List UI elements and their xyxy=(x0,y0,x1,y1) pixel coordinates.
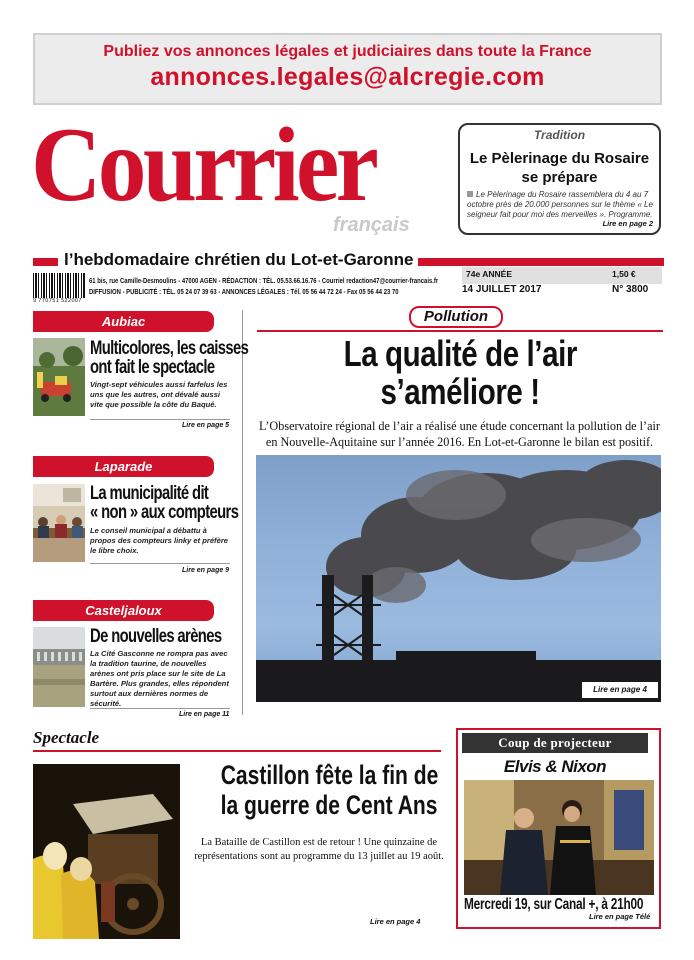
spectacle-headline[interactable]: Castillon fête la fin de la guerre de Cent Ans xyxy=(220,760,439,820)
laparade-photo[interactable] xyxy=(33,484,85,562)
casteljaloux-divider xyxy=(90,708,230,709)
laparade-title[interactable]: La municipalité dit « non » aux compteurs xyxy=(90,483,239,523)
laparade-read-more[interactable]: Lire en page 9 xyxy=(182,567,230,574)
laparade-body: Le conseil municipal a débattu à propos des compteurs linky et préfère le libre choix. xyxy=(90,526,228,555)
issue-price: 1,50 € xyxy=(612,269,636,279)
tradition-read-more[interactable]: Lire en page 2 xyxy=(602,219,653,228)
tv-spotlight-read-more[interactable]: Lire en page Télé xyxy=(589,912,651,921)
tv-spotlight-header: Coup de projecteur xyxy=(462,733,648,753)
aubiac-divider xyxy=(90,419,230,420)
tradition-kicker: Tradition xyxy=(533,128,586,142)
tagline-divider-left xyxy=(33,258,58,266)
banner-email-link[interactable]: annonces.legales@alcregie.com xyxy=(150,63,545,91)
barcode xyxy=(33,273,85,298)
spectacle-rule xyxy=(33,750,441,752)
tagline-divider-right xyxy=(418,258,664,266)
tradition-body xyxy=(467,190,659,220)
aubiac-body: Vingt-sept véhicules aussi farfelus les uns que les autres, ont dévalé aussi vite que possible la côte du Baqué. xyxy=(90,380,228,409)
legal-ads-banner[interactable] xyxy=(33,33,662,105)
casteljaloux-photo[interactable] xyxy=(33,627,85,707)
newspaper-logo: Courrier xyxy=(31,106,376,223)
pollution-read-more[interactable]: Lire en page 4 xyxy=(582,682,658,698)
spectacle-photo[interactable] xyxy=(33,764,180,939)
pollution-lead-text: L’Observatoire régional de l’air a réalisé une étude concernant la pollution de l’air en Nouvelle-Aquitaine sur l’année 2016. En Lot-et-Garonne le bilan est positif. xyxy=(259,419,660,449)
tradition-body-text: Le Pèlerinage du Rosaire rassemblera du 4 au 7 octobre près de 20.000 personnes sur le thème « Le seigneur fait pour moi des merveilles ». Programme. xyxy=(467,190,653,219)
elvis-nixon-photo[interactable] xyxy=(464,780,654,895)
tv-spotlight-title[interactable]: Elvis & Nixon xyxy=(503,757,607,776)
laparade-divider xyxy=(90,563,230,564)
address-line2: DIFFUSION - PUBLICITÉ : TÉL. 05 24 07 39 63 - ANNONCES LÉGALES : Tél. 05 56 44 72 24 - Fax 05 56 44 23 70 xyxy=(89,287,399,296)
section-tab-aubiac[interactable]: Aubiac xyxy=(33,311,214,332)
pollution-headline[interactable]: La qualité de l’air s’améliore ! xyxy=(343,333,577,412)
aubiac-title[interactable]: Multicolores, les caisses ont fait le spectacle xyxy=(90,338,249,378)
tv-spotlight-caption: Mercredi 19, sur Canal +, à 21h00 xyxy=(464,896,644,913)
tagline: l’hebdomadaire chrétien du Lot-et-Garonne xyxy=(64,250,414,269)
pollution-photo[interactable] xyxy=(256,455,661,702)
pollution-rule xyxy=(257,330,663,332)
aubiac-photo-art xyxy=(33,338,85,416)
section-tab-laparade[interactable]: Laparade xyxy=(33,456,214,477)
aubiac-photo[interactable] xyxy=(33,338,85,416)
casteljaloux-title[interactable]: De nouvelles arènes xyxy=(90,626,222,647)
aubiac-read-more[interactable]: Lire en page 5 xyxy=(182,422,230,429)
issue-date: 14 JUILLET 2017 xyxy=(462,284,542,295)
issue-year: 74e ANNÉE xyxy=(466,269,512,279)
logo-subtitle: français xyxy=(333,214,410,236)
section-tab-pollution[interactable]: Pollution xyxy=(409,306,503,328)
address-line1: 61 bis, rue Camille-Desmoulins - 47000 AGEN - RÉDACTION : TÉL. 05.53.66.16.76 - Courriel redaction47@courrier-francais.fr xyxy=(89,276,439,285)
tradition-teaser[interactable] xyxy=(458,123,661,235)
casteljaloux-body: La Cité Gasconne ne rompra pas avec la tradition taurine, de nouvelles arènes ont pris place sur le site de La Bartère. Plus grandes, elles répondent surtout aux dernières normes de sécurité. xyxy=(90,649,229,708)
section-tab-spectacle[interactable]: Spectacle xyxy=(33,728,100,747)
banner-line1: Publiez vos annonces légales et judiciaires dans toute la France xyxy=(103,43,592,60)
barcode-number: 9 770751 522007 xyxy=(33,298,82,304)
tradition-title[interactable]: Le Pèlerinage du Rosaire se prépare xyxy=(469,150,650,186)
castillon-photo-art xyxy=(33,764,180,939)
casteljaloux-read-more[interactable]: Lire en page 11 xyxy=(179,711,230,718)
smokestack-photo-art xyxy=(256,455,661,702)
spectacle-read-more[interactable]: Lire en page 4 xyxy=(370,917,421,926)
issue-number: N° 3800 xyxy=(612,284,649,295)
section-tab-casteljaloux[interactable]: Casteljaloux xyxy=(33,600,214,621)
bullet-square-icon xyxy=(467,191,473,197)
elvis-nixon-photo-art xyxy=(464,780,654,895)
casteljaloux-photo-art xyxy=(33,627,85,707)
laparade-photo-art xyxy=(33,484,85,562)
spectacle-lead-text: La Bataille de Castillon est de retour ! Une quinzaine de représentations sont au programme du 13 juillet au 19 août. xyxy=(194,837,444,862)
